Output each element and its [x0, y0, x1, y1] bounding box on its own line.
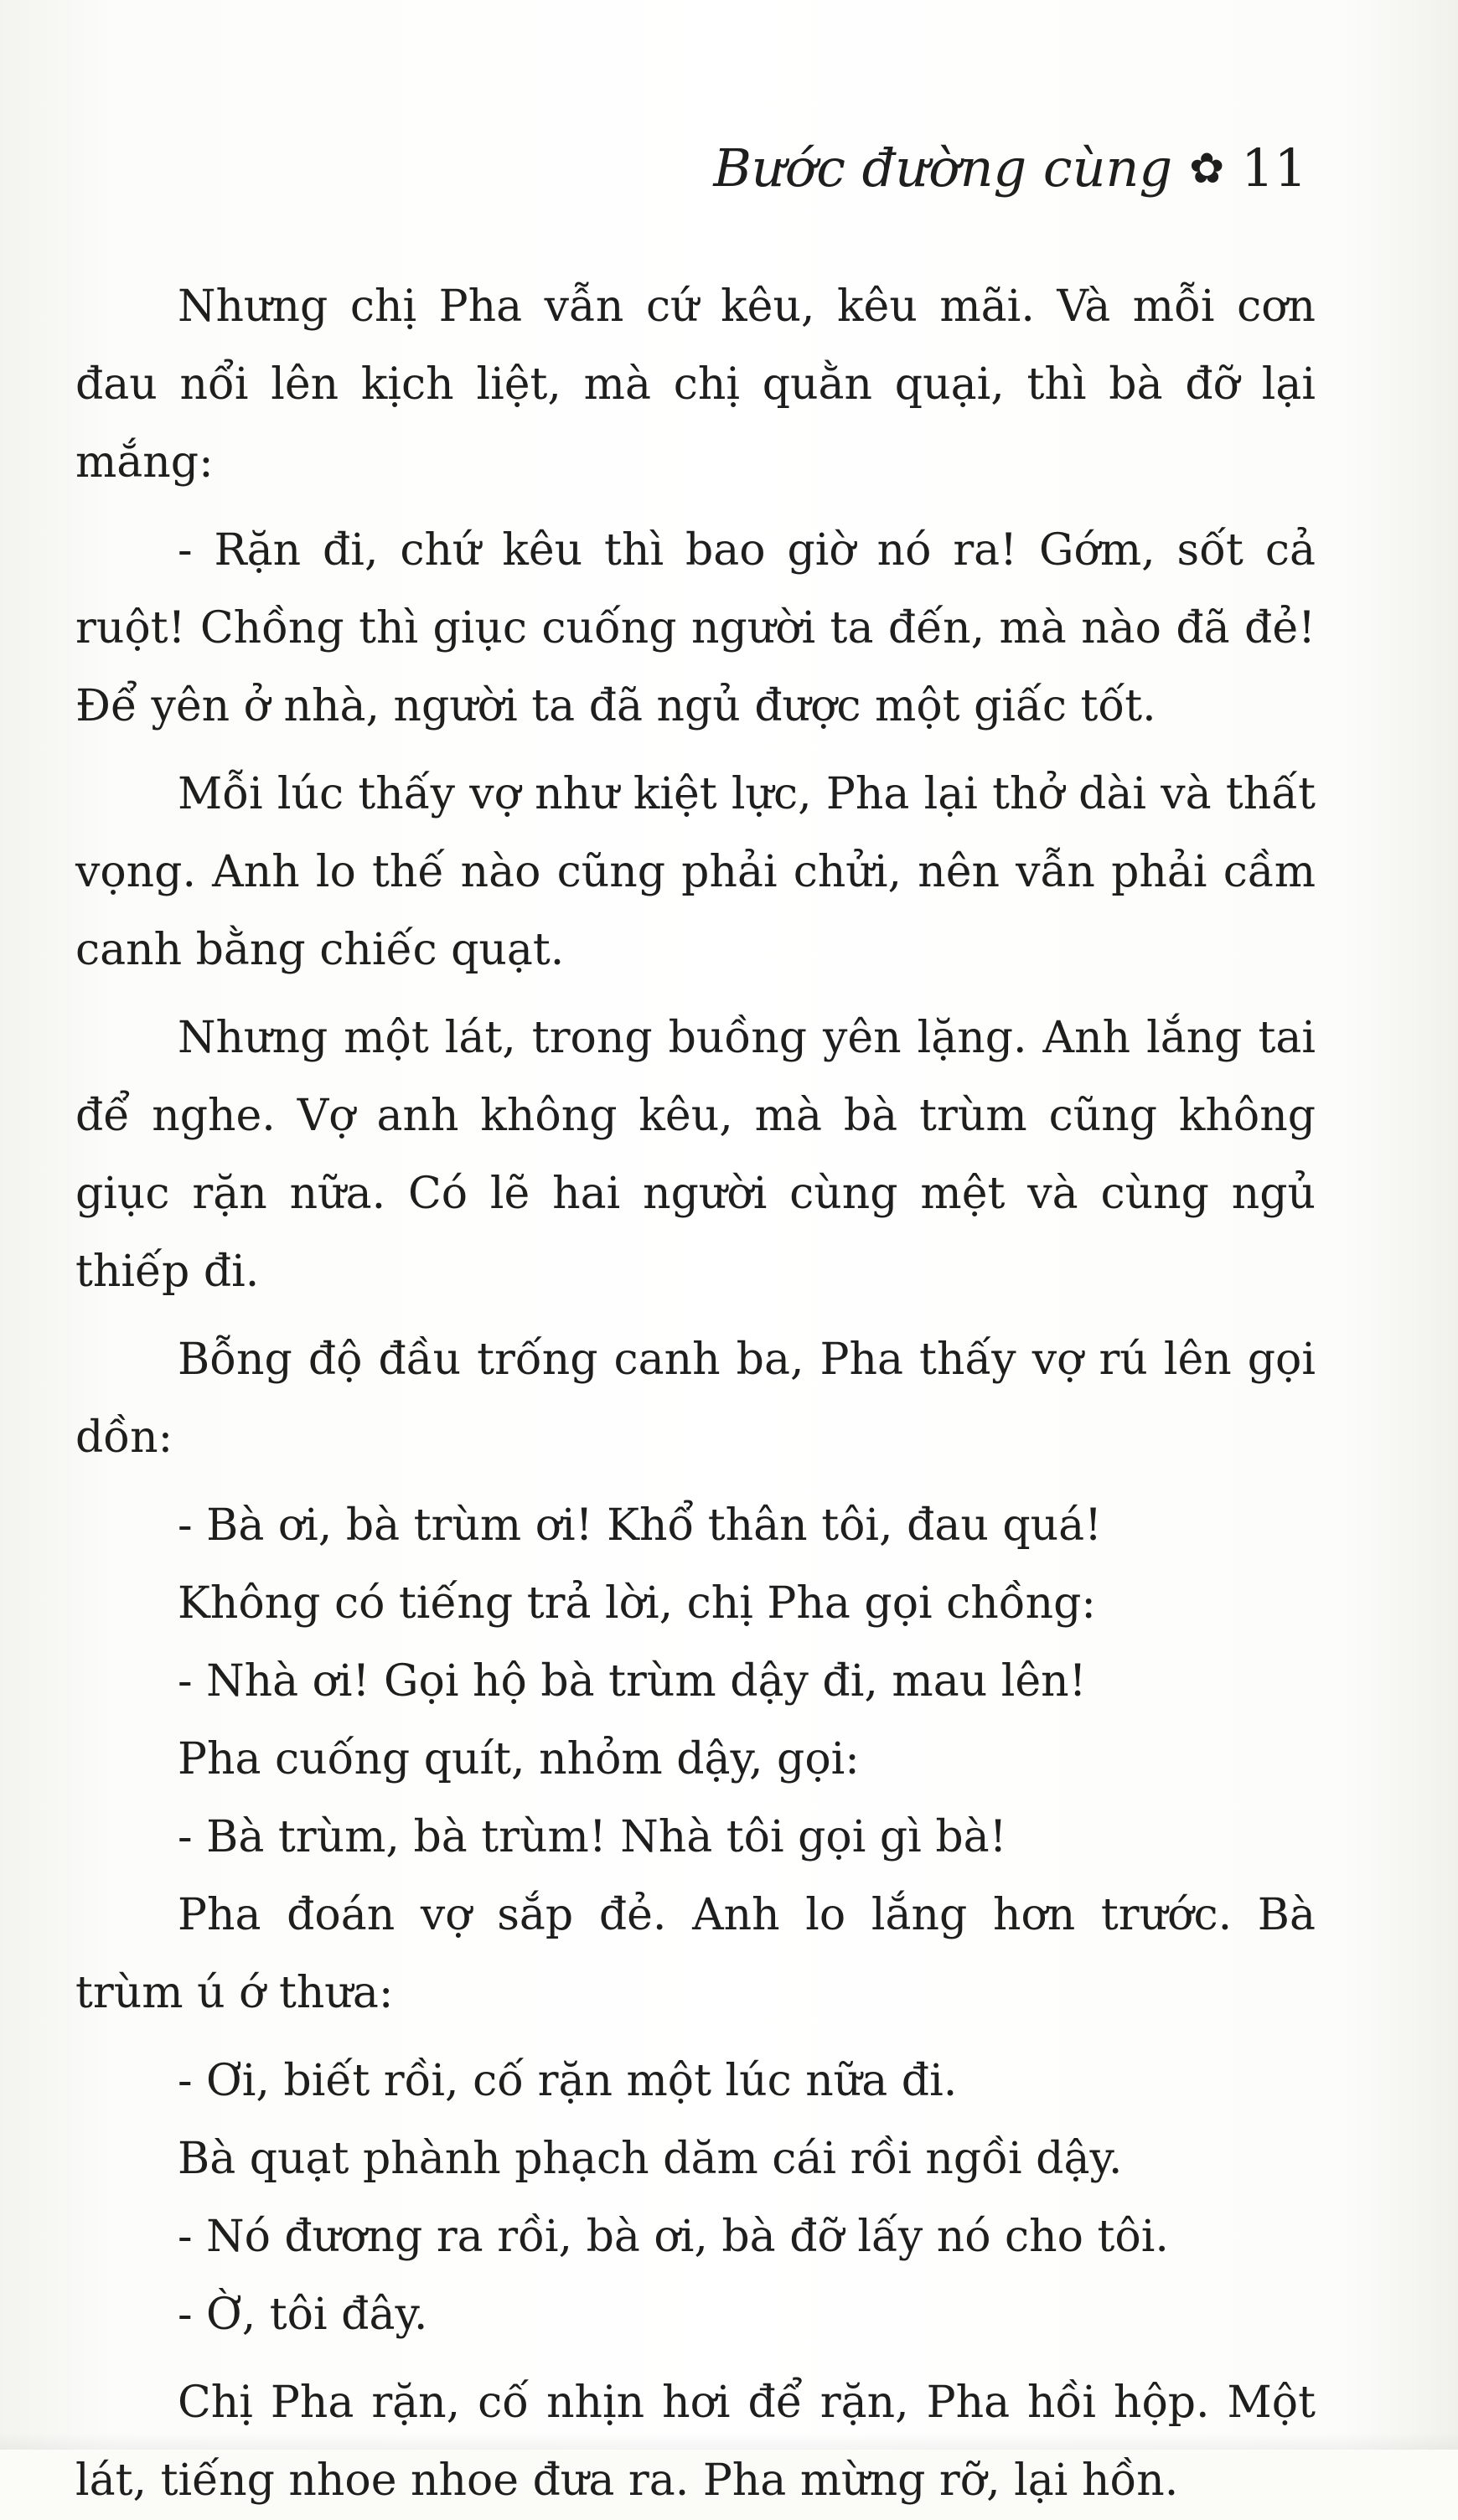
- dialogue-line: - Ơi, biết rồi, cố rặn một lúc nữa đi.: [178, 2056, 958, 2106]
- paragraph: Nhưng chị Pha vẫn cứ kêu, kêu mãi. Và mỗi cơn đau nổi lên kịch liệt, mà chị quằn quại, thì bà đỡ lại mắng:: [75, 281, 1316, 488]
- dialogue-line: - Nó đương ra rồi, bà ơi, bà đỡ lấy nó cho tôi.: [178, 2212, 1169, 2262]
- paragraph: - Rặn đi, chứ kêu thì bao giờ nó ra! Gớm, sốt cả ruột! Chồng thì giục cuống người ta đến, mà nào đã đẻ! Để yên ở nhà, người ta đã ngủ được một giấc tốt.: [75, 525, 1316, 731]
- dialogue-line: - Nhà ơi! Gọi hộ bà trùm dậy đi, mau lên!: [178, 1656, 1087, 1707]
- page-body: [75, 268, 1316, 2520]
- flower-icon: ✿: [1189, 144, 1225, 193]
- page-number: 11: [1241, 137, 1307, 199]
- paragraph: Không có tiếng trả lời, chị Pha gọi chồng:: [178, 1578, 1096, 1629]
- paragraph: Pha đoán vợ sắp đẻ. Anh lo lắng hơn trước. Bà trùm ú ớ thưa:: [75, 1890, 1316, 2018]
- dialogue-line: - Ờ, tôi đây.: [178, 2290, 428, 2340]
- paragraph: Bỗng độ đầu trống canh ba, Pha thấy vợ rú lên gọi dồn:: [75, 1335, 1316, 1463]
- dialogue-line: - Bà trùm, bà trùm! Nhà tôi gọi gì bà!: [178, 1812, 1007, 1862]
- paragraph: Pha cuống quít, nhỏm dậy, gọi:: [178, 1734, 860, 1784]
- paragraph: Chị Pha rặn, cố nhịn hơi để rặn, Pha hồi hộp. Một lát, tiếng nhoe nhoe đưa ra. Pha mừng rỡ, lại hồn.: [75, 2378, 1316, 2506]
- running-header: [713, 137, 1307, 199]
- chapter-title: Bước đường cùng: [713, 137, 1173, 199]
- paragraph: Mỗi lúc thấy vợ như kiệt lực, Pha lại thở dài và thất vọng. Anh lo thế nào cũng phải chửi, nên vẫn phải cầm canh bằng chiếc quạt.: [75, 769, 1316, 975]
- page-bottom-edge: [0, 2433, 1458, 2450]
- dialogue-line: - Bà ơi, bà trùm ơi! Khổ thân tôi, đau quá!: [178, 1500, 1103, 1551]
- paragraph: Bà quạt phành phạch dăm cái rồi ngồi dậy.: [178, 2134, 1123, 2184]
- paragraph: Nhưng một lát, trong buồng yên lặng. Anh lắng tai để nghe. Vợ anh không kêu, mà bà trùm cũng không giục rặn nữa. Có lẽ hai người cùng mệt và cùng ngủ thiếp đi.: [75, 1013, 1316, 1297]
